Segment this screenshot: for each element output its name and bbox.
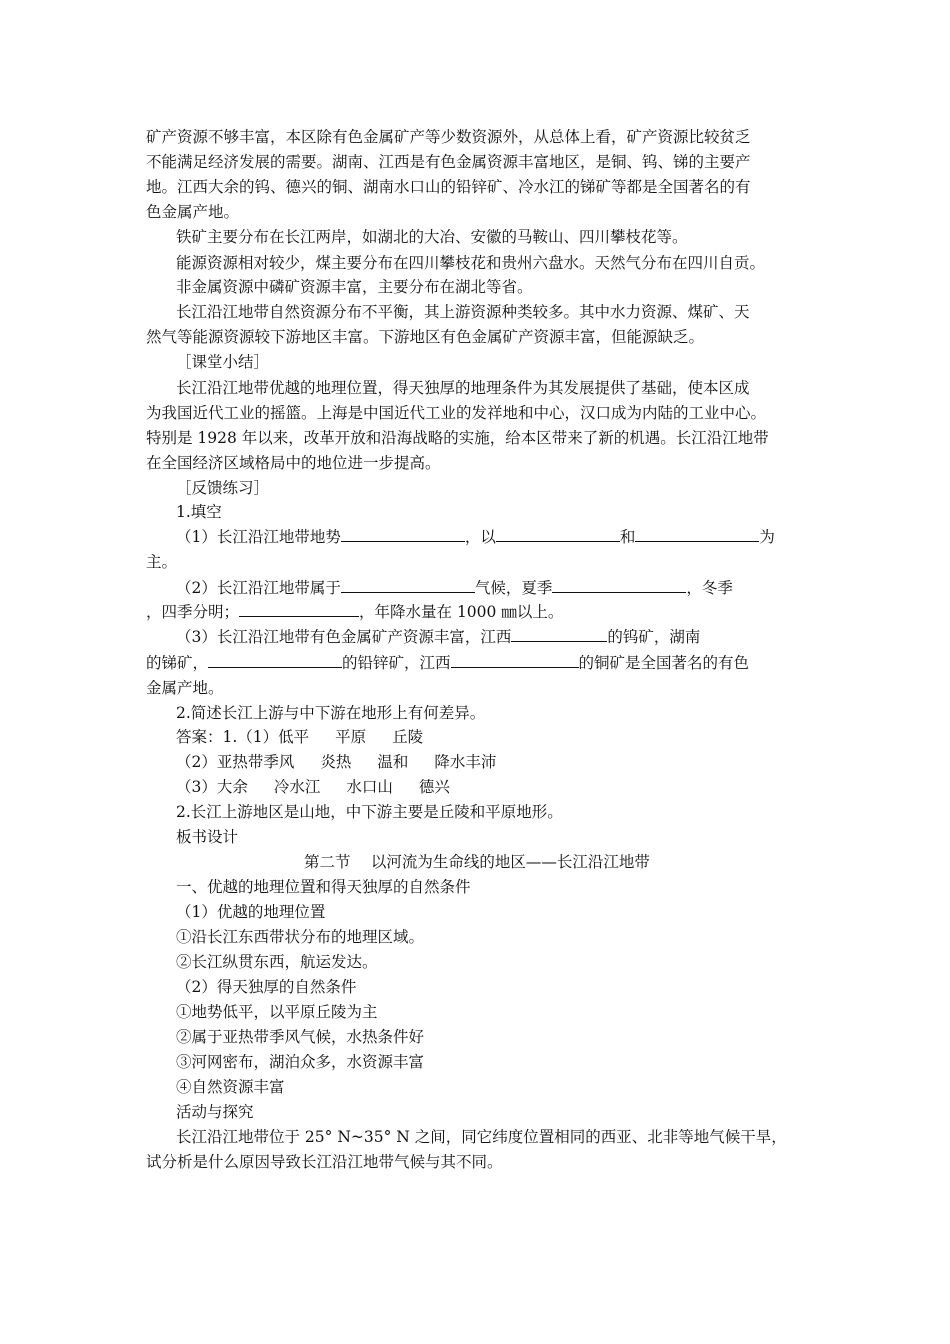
answer-blank[interactable] [451, 651, 579, 668]
outline-item-2: （1）优越的地理位置 [176, 903, 326, 921]
question-1-1-cont: 主。 [146, 553, 178, 571]
activity-heading: 活动与探究 [176, 1103, 254, 1121]
board-design-heading: 板书设计 [176, 828, 239, 846]
answer-blank[interactable] [239, 600, 359, 617]
outline-item-4: ②长江纵贯东西，航运发达。 [176, 953, 378, 971]
question-1-1: （1）长江沿江地带地势 ，以 和 为 [176, 525, 775, 549]
outline-item-6: ①地势低平，以平原丘陵为主 [176, 1003, 378, 1021]
question-1-3: （3）长江沿江地带有色金属矿产资源丰富，江西 的钨矿，湖南 [176, 625, 700, 649]
question-1-title: 1.填空 [176, 503, 222, 521]
paragraph-minerals-line-1: 矿产资源不够丰富，本区除有色金属矿产等少数资源外，从总体上看，矿产资源比较贫乏 [146, 128, 751, 146]
answer-blank[interactable] [496, 525, 620, 542]
answer-line-1: 答案：1.（1）低平 平原 丘陵 [176, 728, 424, 746]
activity-line-1: 长江沿江地带位于 25° N~35° N 之间，同它纬度位置相同的西亚、北非等地气候干旱， [176, 1128, 787, 1146]
paragraph-energy: 能源资源相对较少，煤主要分布在四川攀枝花和贵州六盘水。天然气分布在四川自贡。 [176, 254, 766, 272]
answer-blank[interactable] [635, 525, 759, 542]
answer-blank[interactable] [208, 651, 342, 668]
question-1-3-cont-2: 金属产地。 [146, 679, 224, 697]
outline-item-7: ②属于亚热带季风气候，水热条件好 [176, 1028, 425, 1046]
feedback-heading: ［反馈练习］ [176, 479, 270, 497]
outline-item-9: ④自然资源丰富 [176, 1078, 285, 1096]
summary-heading: ［课堂小结］ [176, 353, 270, 371]
paragraph-minerals-line-3: 地。江西大余的钨、德兴的铜、湖南水口山的铅锌矿、冷水江的锑矿等都是全国著名的有 [146, 178, 751, 196]
question-2: 2.简述长江上游与中下游在地形上有何差异。 [176, 704, 486, 722]
answer-blank[interactable] [341, 525, 465, 542]
paragraph-minerals-line-2: 不能满足经济发展的需要。湖南、江西是有色金属资源丰富地区，是铜、钨、锑的主要产 [146, 153, 751, 171]
summary-line-3: 特别是 1928 年以来，改革开放和沿海战略的实施，给本区带来了新的机遇。长江沿江地带 [146, 429, 769, 447]
paragraph-minerals-line-4: 色金属产地。 [146, 203, 240, 221]
section-title: 第二节 以河流为生命线的地区——长江沿江地带 [304, 853, 650, 871]
outline-item-5: （2）得天独厚的自然条件 [176, 978, 357, 996]
outline-item-1: 一、优越的地理位置和得天独厚的自然条件 [176, 878, 471, 896]
answer-line-4: 2.长江上游地区是山地，中下游主要是丘陵和平原地形。 [176, 803, 563, 821]
answer-line-3: （3）大余 冷水江 水口山 德兴 [176, 778, 450, 796]
outline-item-8: ③河网密布，湖泊众多，水资源丰富 [176, 1053, 425, 1071]
activity-line-2: 试分析是什么原因导致长江沿江地带气候与其不同。 [146, 1153, 503, 1171]
summary-line-2: 为我国近代工业的摇篮。上海是中国近代工业的发祥地和中心，汉口成为内陆的工业中心。 [146, 404, 767, 422]
answer-blank[interactable] [511, 625, 607, 642]
paragraph-uneven-line-1: 长江沿江地带自然资源分布不平衡，其上游资源种类较多。其中水力资源、煤矿、天 [176, 303, 750, 321]
paragraph-nonmetal: 非金属资源中磷矿资源丰富，主要分布在湖北等省。 [176, 278, 533, 296]
outline-item-3: ①沿长江东西带状分布的地理区域。 [176, 928, 425, 946]
question-1-2: （2）长江沿江地带属于 气候，夏季 ，冬季 [176, 576, 733, 600]
paragraph-uneven-line-2: 然气等能源资源较下游地区丰富。下游地区有色金属矿产资源丰富，但能源缺乏。 [146, 328, 705, 346]
question-1-2-cont: ，四季分明； ，年降水量在 1000 ㎜以上。 [146, 600, 563, 624]
answer-blank[interactable] [341, 576, 475, 593]
answer-blank[interactable] [552, 576, 686, 593]
paragraph-iron: 铁矿主要分布在长江两岸，如湖北的大冶、安徽的马鞍山、四川攀枝花等。 [176, 228, 688, 246]
summary-line-1: 长江沿江地带优越的地理位置，得天独厚的地理条件为其发展提供了基础，使本区成 [176, 379, 750, 397]
answer-line-2: （2）亚热带季风 炎热 温和 降水丰沛 [176, 753, 497, 771]
question-1-3-cont: 的锑矿， 的铅锌矿，江西 的铜矿是全国著名的有色 [146, 651, 749, 675]
summary-line-4: 在全国经济区域格局中的地位进一步提高。 [146, 454, 441, 472]
